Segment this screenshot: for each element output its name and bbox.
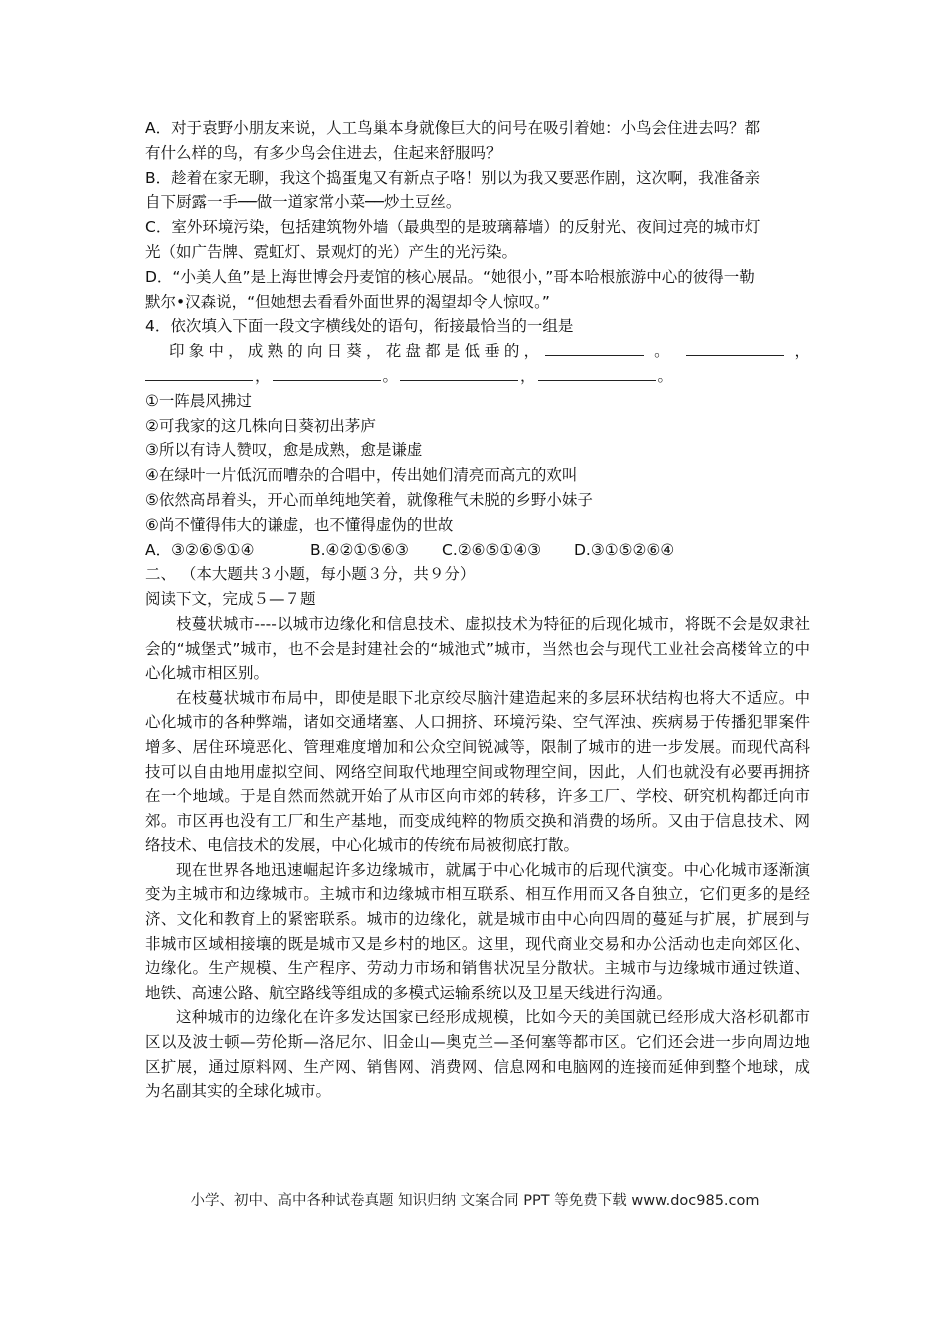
passage-paragraph-4: 这种城市的边缘化在许多发达国家已经形成规模，比如今天的美国就已经形成大洛杉矶都市区以及波士顿—劳伦斯—洛尼尔、旧金山—奥克兰—圣何塞等都市区。它们还会进一步向周边地区扩展，通过原料网、生产网、销售网、消费网、信息网和电脑网的连接而延伸到整个地球，成为名副其实的全球化城市。 [145,1008,810,1101]
sentence-item-2: ②可我家的这几株向日葵初出茅庐 [145,416,376,435]
blank-6[interactable] [538,364,656,381]
fill-in-row-2 [145,364,810,389]
option-b-line-1: B．趁着在家无聊，我这个捣蛋鬼又有新点子咯！别以为我又要恶作剧，这次啊，我准备亲 [145,168,761,187]
sentence-item-6: ⑥尚不懂得伟大的谦虚，也不懂得虚伪的世故 [145,515,454,534]
question-4-stem: 4．依次填入下面一段文字横线处的语句，衔接最恰当的一组是 [145,317,574,336]
option-c-line-2: 光（如广告牌、霓虹灯、景观灯的光）产生的光污染。 [145,242,518,261]
separator-4: 。 [382,366,399,385]
blank-3[interactable] [145,364,253,381]
document-body [145,116,810,1104]
separator-5: ， [520,366,536,385]
option-b-line-2: 自下厨露一手──做一道家常小菜──炒土豆丝。 [145,193,462,212]
section-2-heading: 二、 （本大题共３小题，每小题３分，共９分） [145,565,476,584]
separator-2: ， [794,342,810,361]
blank-1[interactable] [545,339,644,356]
option-a-line-2: 有什么样的鸟，有多少鸟会住进去，住起来舒服吗？ [145,143,502,162]
page-footer: 小学、初中、高中各种试卷真题 知识归纳 文案合同 PPT 等免费下载 www.doc985.com [190,1193,760,1209]
passage-paragraph-3: 现在世界各地迅速崛起许多边缘城市，就属于中心化城市的后现代演变。中心化城市逐渐演变为主城市和边缘城市。主城市和边缘城市相互联系、相互作用而又各自独立，它们更多的是经济、文化和教育上的紧密联系。城市的边缘化，就是城市由中心向四周的蔓延与扩展，扩展到与非城市区域相接壤的既是城市又是乡村的地区。这里，现代商业交易和办公活动也走向郊区化、边缘化。生产规模、生产程序、劳动力市场和销售状况呈分散状。主城市与边缘城市通过铁道、地铁、高速公路、航空路线等组成的多模式运输系统以及卫星天线进行沟通。 [145,860,810,1002]
fill-in-lead-text: 印象中，成熟的向日葵，花盘都是低垂的， [169,342,544,361]
choice-b[interactable]: B.④②①⑤⑥③ [310,540,409,559]
option-a-line-1: A．对于袁野小朋友来说，人工鸟巢本身就像巨大的问号在吸引着她：小鸟会住进去吗？都 [145,119,761,137]
answer-choices [145,538,810,563]
blank-2[interactable] [686,339,785,356]
blank-5[interactable] [400,364,518,381]
blank-4[interactable] [273,364,381,381]
option-d-line-2: 默尔•汉森说，“但她想去看看外面世界的渴望却令人惊叹。” [145,292,550,311]
choice-c[interactable]: C.②⑥⑤①④③ [442,540,542,559]
section-2-instruction: 阅读下文，完成５—７题 [145,590,316,609]
separator-1: 。 [654,342,670,361]
choice-d[interactable]: D.③①⑤②⑥④ [574,540,675,559]
option-d-line-1: D．“小美人鱼”是上海世博会丹麦馆的核心展品。“她很小，”哥本哈根旅游中心的彼得一勒 [145,267,755,286]
sentence-item-4: ④在绿叶一片低沉而嘈杂的合唱中，传出她们清亮而高亢的欢叫 [145,466,578,485]
option-c-line-1: C．室外环境污染，包括建筑物外墙（最典型的是玻璃幕墙）的反射光、夜间过亮的城市灯 [145,218,761,237]
passage-paragraph-1: 枝蔓状城市----以城市边缘化和信息技术、虚拟技术为特征的后现化城市，将既不会是奴隶社会的“城堡式”城市，也不会是封建社会的“城池式”城市，当然也会与现代工业社会高楼耸立的中心化城市相区别。 [145,614,811,683]
sentence-item-3: ③所以有诗人赞叹，愈是成熟，愈是谦虚 [145,441,423,460]
passage-paragraph-2: 在枝蔓状城市布局中，即使是眼下北京绞尽脑汁建造起来的多层环状结构也将大不适应。中心化城市的各种弊端，诸如交通堵塞、人口拥挤、环境污染、空气浑浊、疾病易于传播犯罪案件增多、居住环境恶化、管理难度增加和公众空间锐减等，限制了城市的进一步发展。而现代高科技可以自由地用虚拟空间、网络空间取代地理空间或物理空间，因此，人们也就没有必要再拥挤在一个地域。于是自然而然就开始了从市区向市郊的转移，许多工厂、学校、研究机构都迁向市郊。市区再也没有工厂和生产基地，而变成纯粹的物质交换和消费的场所。又由于信息技术、网络技术、电信技术的发展，中心化城市的传统布局被彻底打散。 [145,688,810,855]
separator-6: 。 [657,366,674,385]
separator-3: ， [255,366,271,385]
fill-in-row-1 [145,339,810,364]
sentence-item-5: ⑤依然高昂着头，开心而单纯地笑着，就像稚气未脱的乡野小妹子 [145,490,593,509]
sentence-item-1: ①一阵晨风拂过 [145,391,252,410]
choice-a[interactable]: A．③②⑥⑤①④ [145,540,255,559]
